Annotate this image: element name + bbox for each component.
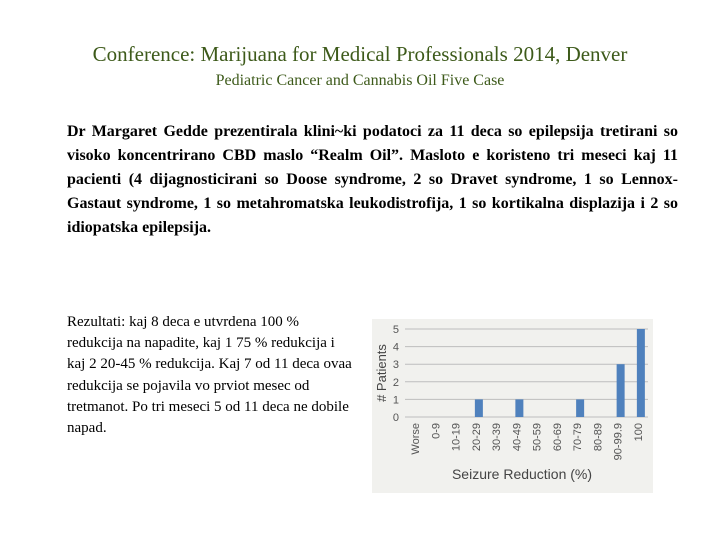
seizure-reduction-chart [372, 319, 653, 493]
bar [475, 399, 483, 417]
y-axis-label: # Patients [374, 344, 389, 402]
x-tick-label: 80-89 [592, 423, 605, 452]
slide-title: Conference: Marijuana for Medical Professionals 2014, Denver [92, 42, 628, 66]
y-tick-label: 0 [392, 412, 399, 424]
x-tick-label: 30-39 [491, 423, 504, 452]
results-paragraph: Rezultati: kaj 8 deca e utvrdena 100 % redukcija na napadite, kaj 1 75 % redukcija i kaj 2 20-45 % redukcija. Kaj 7 od 11 deca ovaa redukcija se pojavila vo prviot mesec od tretmanot. Po tri meseci 5 od 11 deca ne dobile napad. [67, 314, 352, 437]
x-tick-label: 20-29 [470, 423, 483, 452]
y-tick-label: 4 [392, 341, 399, 354]
chart-svg [372, 319, 653, 493]
x-tick-label: 0-9 [430, 423, 443, 439]
slide-subtitle: Pediatric Cancer and Cannabis Oil Five Case [215, 72, 505, 89]
x-tick-label: 40-49 [511, 423, 524, 452]
x-tick-label: 10-19 [450, 423, 463, 452]
y-tick-label: 3 [392, 359, 399, 372]
bar [617, 364, 625, 417]
x-tick-label: 60-69 [551, 423, 564, 452]
x-tick-label: 90-99.9 [612, 423, 625, 461]
x-tick-label: 100 [632, 423, 645, 442]
bar [576, 399, 584, 417]
x-axis-label: Seizure Reduction (%) [451, 466, 593, 482]
x-tick-label: 70-79 [572, 423, 585, 452]
body-paragraph: Dr Margaret Gedde prezentirala klini~ki podatoci za 11 deca so epilepsija tretirani so visoko koncentrirano CBD maslo “Realm Oil”. Masloto e koristeno tri meseci kaj 11 pacienti (4 dijagnosticirani so Doose syndrome, 2 so Dravet syndrome, 1 so Lennox-Gastaut syndrome, 1 so metahromatska leukodistrofija, 1 so kortikalna displazija i 2 so idiopatska epilepsija. [67, 123, 678, 236]
x-tick-label: Worse [410, 423, 423, 455]
bar [515, 399, 523, 417]
x-tick-label: 50-59 [531, 423, 544, 452]
bar [637, 329, 645, 417]
y-tick-label: 2 [392, 376, 399, 389]
y-tick-label: 5 [392, 324, 399, 336]
y-tick-label: 1 [392, 394, 399, 407]
